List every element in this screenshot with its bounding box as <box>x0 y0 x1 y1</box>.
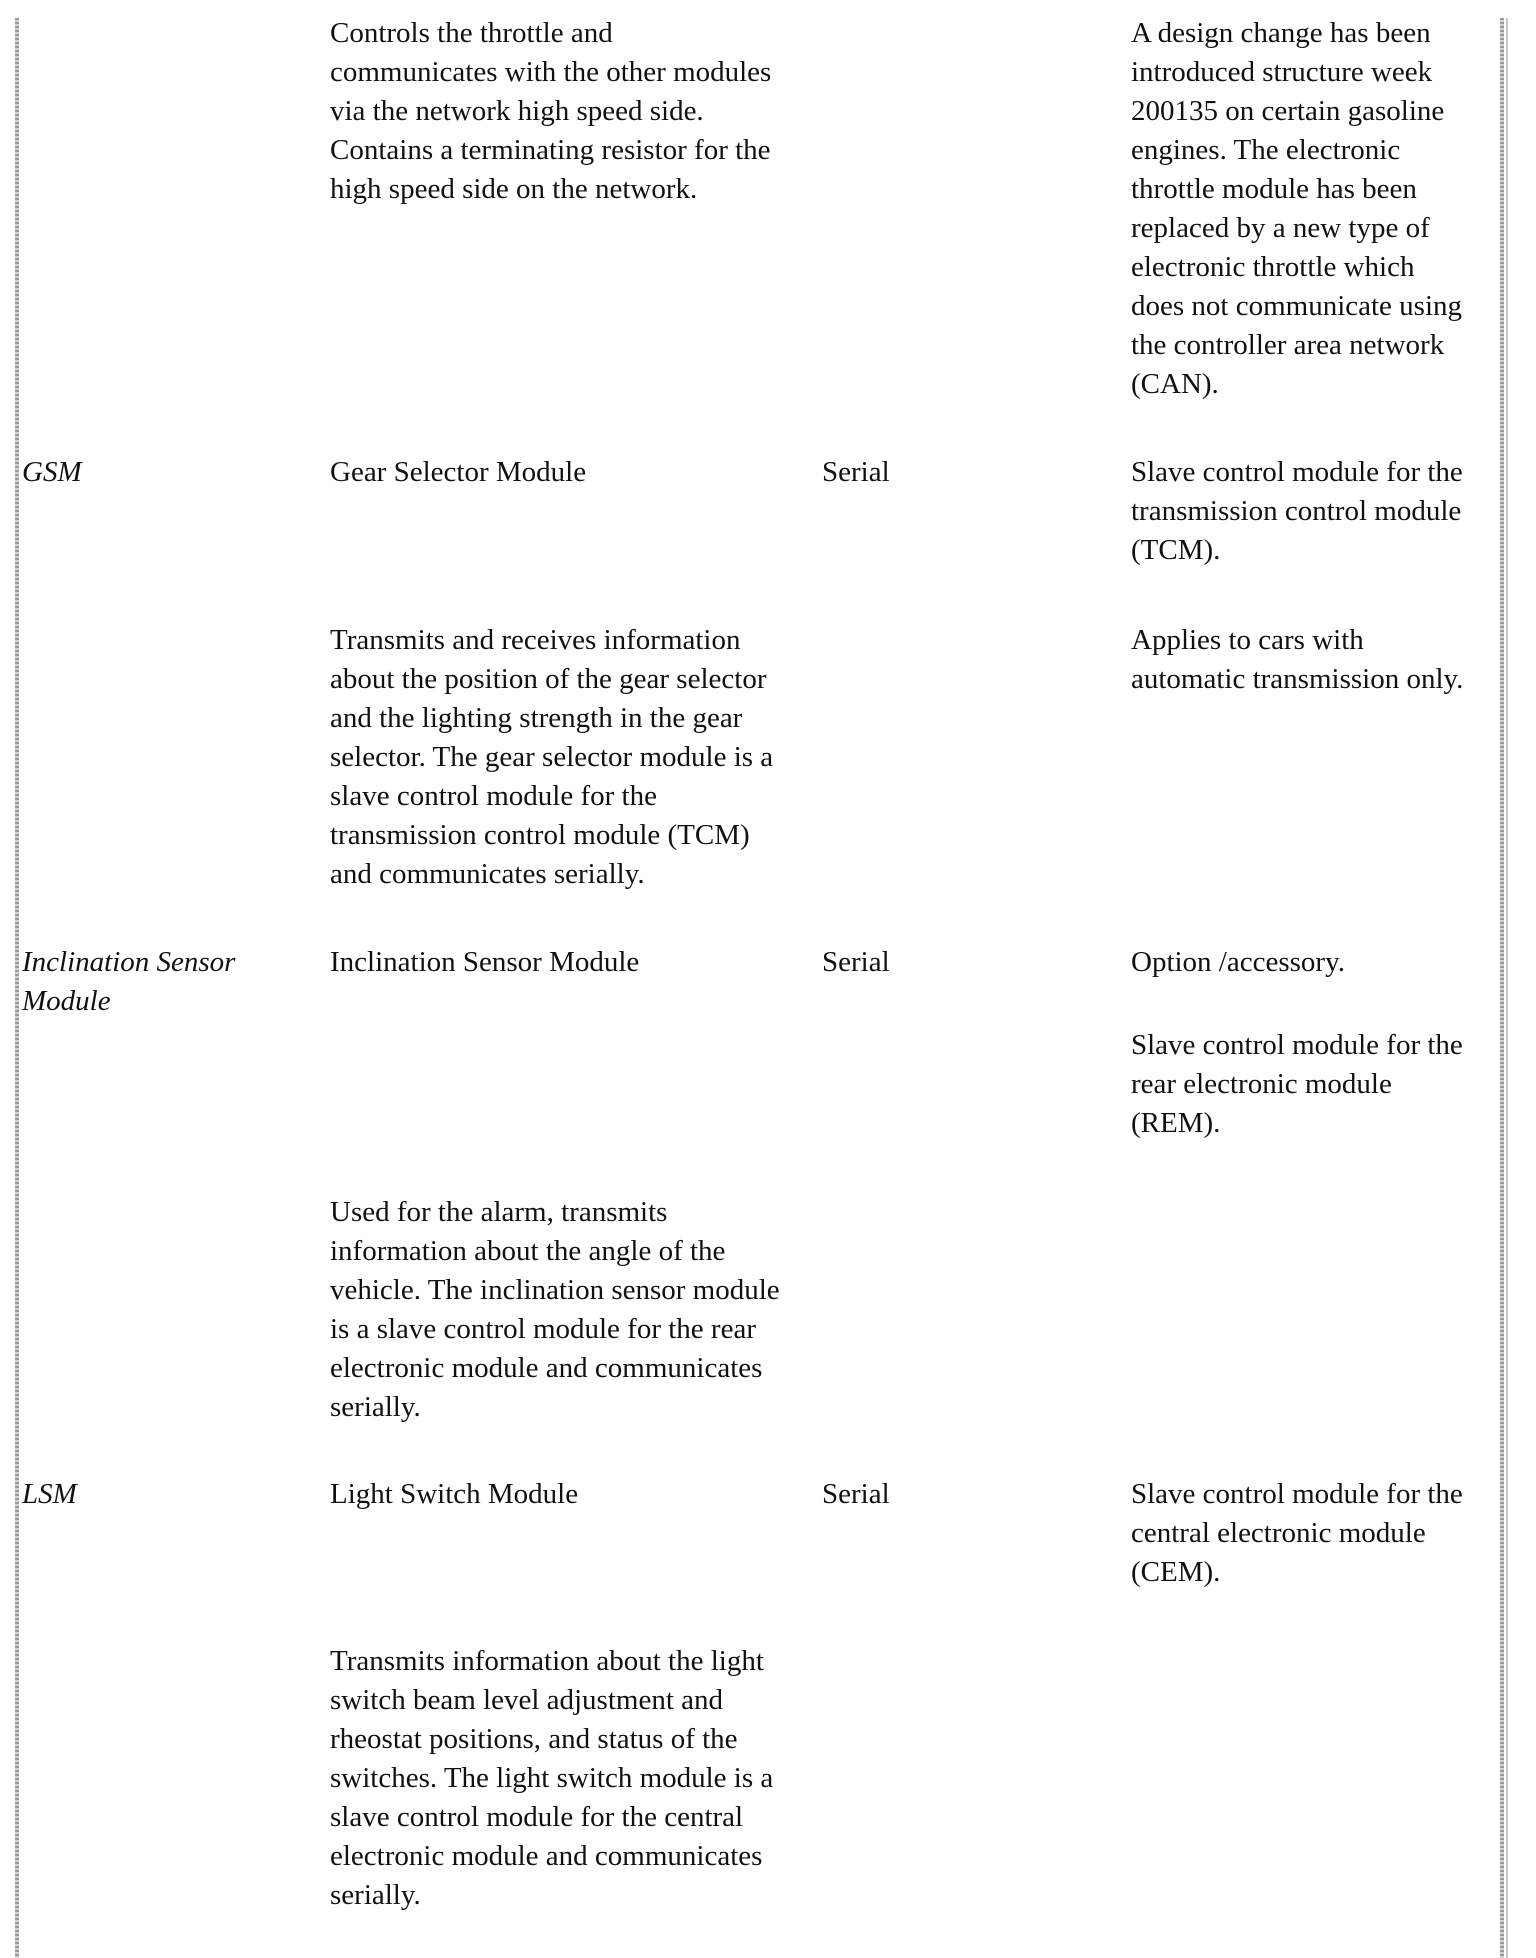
throttle-module-design-change-note: A design change has been introduced structure week 200135 on certain gasoline engines. The electronic throttle module has been replaced by a new type of electronic throttle which does not communicate using the controller area network (CAN). <box>1131 17 1463 400</box>
lsm-abbreviation: LSM <box>22 1478 77 1510</box>
gsm-full-name: Gear Selector Module <box>330 456 587 488</box>
gsm-abbreviation: GSM <box>22 456 82 488</box>
gsm-applicability-note: Applies to cars with automatic transmission only. <box>1131 624 1464 695</box>
inclination-sensor-option-note: Option /accessory. <box>1131 946 1345 978</box>
lsm-full-name: Light Switch Module <box>330 1478 579 1510</box>
inclination-sensor-communication-type: Serial <box>822 946 890 978</box>
inclination-sensor-description: Used for the alarm, transmits information about the angle of the vehicle. The inclination sensor module is a slave control module for the rear electronic module and communicates serially. <box>330 1196 780 1423</box>
lsm-description: Transmits information about the light switch beam level adjustment and rheostat positions, and status of the switches. The light switch module is a slave control module for the central electronic module and communicates serially. <box>330 1645 774 1911</box>
inclination-sensor-abbreviation: Inclination Sensor Module <box>22 946 236 1017</box>
left-border-rule <box>15 18 19 1958</box>
lsm-communication-type: Serial <box>822 1478 890 1510</box>
gsm-communication-type: Serial <box>822 456 890 488</box>
gsm-description: Transmits and receives information about the position of the gear selector and the lighting strength in the gear selector. The gear selector module is a slave control module for the transmission control module (TCM) and communicates serially. <box>330 624 774 890</box>
throttle-module-description: Controls the throttle and communicates with the other modules via the network high speed side. Contains a terminating resistor for the high speed side on the network. <box>330 17 772 205</box>
inclination-sensor-full-name: Inclination Sensor Module <box>330 946 640 978</box>
gsm-slave-note: Slave control module for the transmission control module (TCM). <box>1131 456 1463 566</box>
inclination-sensor-slave-note: Slave control module for the rear electronic module (REM). <box>1131 1029 1463 1139</box>
lsm-slave-note: Slave control module for the central electronic module (CEM). <box>1131 1478 1463 1588</box>
